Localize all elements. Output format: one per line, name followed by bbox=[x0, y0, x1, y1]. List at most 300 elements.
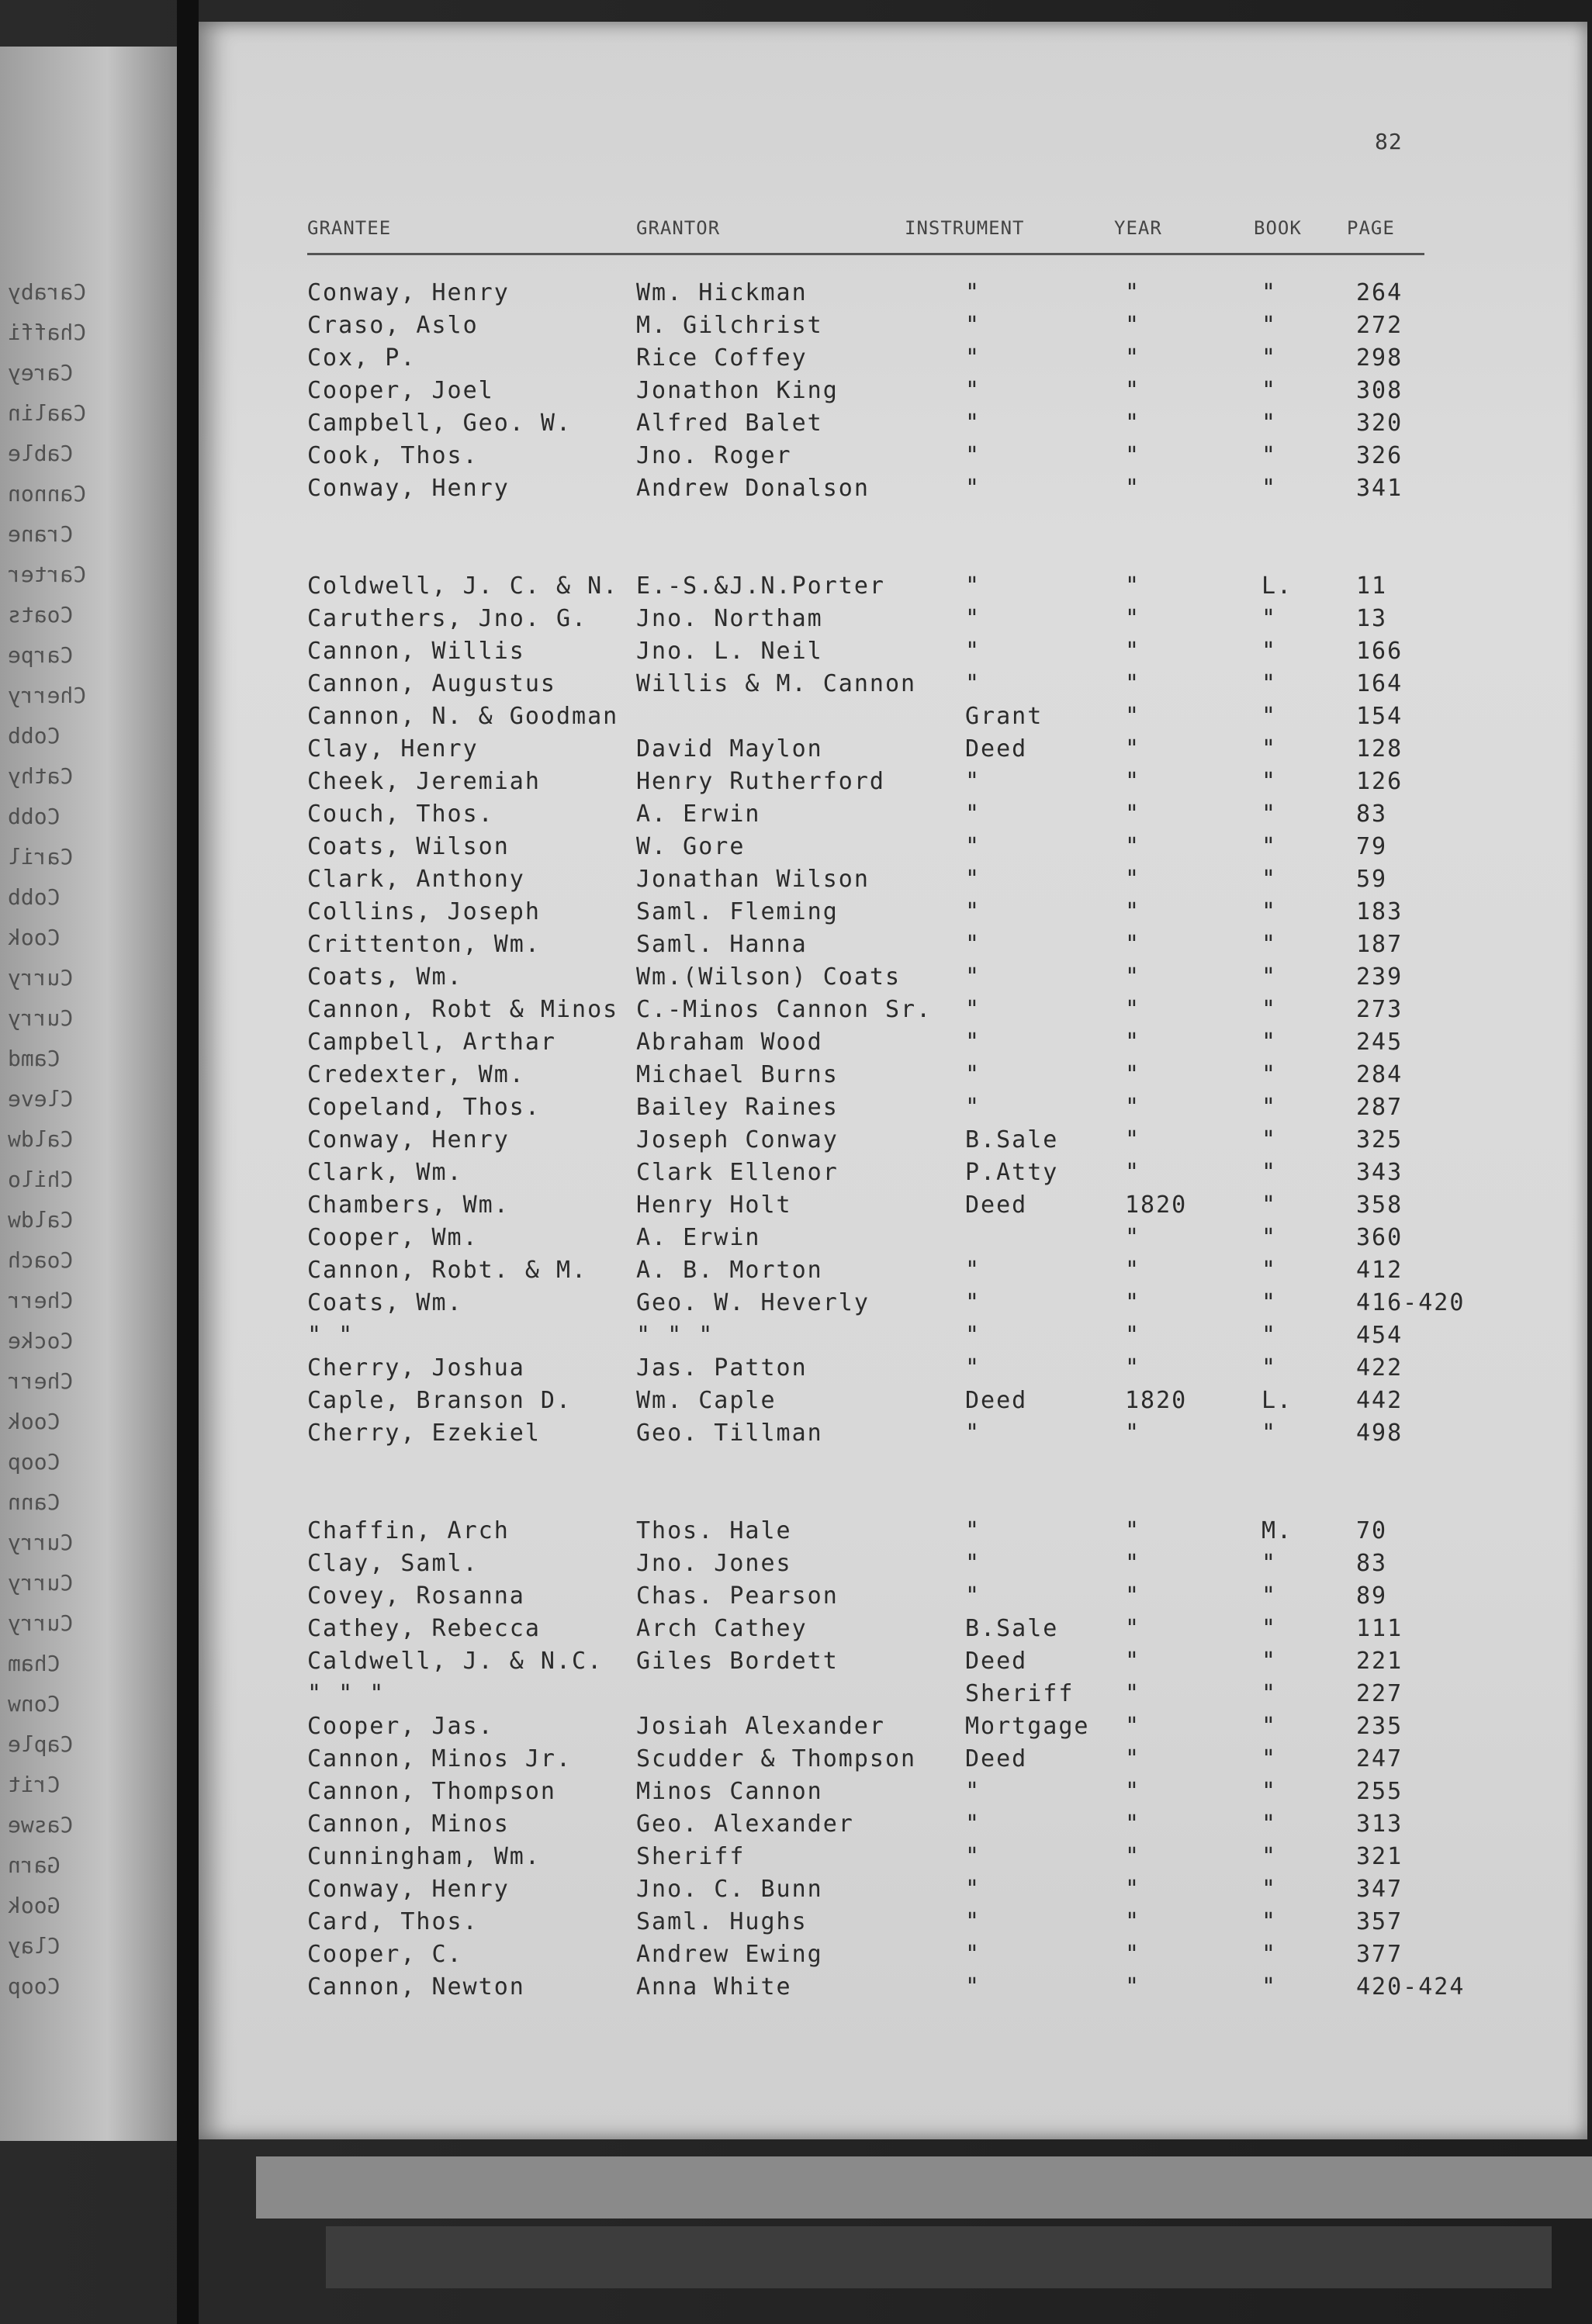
entry-page: 284 bbox=[1356, 1061, 1403, 1088]
entry-page: 321 bbox=[1356, 1843, 1403, 1870]
left-page-ghost-text: Clay bbox=[8, 1933, 61, 1959]
entry-book: " bbox=[1261, 768, 1278, 795]
entry-book: " bbox=[1261, 1908, 1278, 1935]
entry-grantor: Jonathon King bbox=[636, 377, 839, 404]
entry-grantor: Henry Holt bbox=[636, 1191, 792, 1219]
left-page-ghost-text: Curry bbox=[8, 1610, 74, 1636]
ledger-entry bbox=[307, 1615, 1471, 1648]
entry-book: " bbox=[1261, 1973, 1278, 2001]
entry-grantee: Conway, Henry bbox=[307, 1126, 510, 1153]
entry-book: " bbox=[1261, 735, 1278, 763]
entry-year: " bbox=[1125, 1582, 1141, 1610]
entry-grantor: Geo. Alexander bbox=[636, 1810, 854, 1838]
entry-grantee: Covey, Rosanna bbox=[307, 1582, 525, 1610]
header-grantor: GRANTOR bbox=[636, 217, 721, 239]
entry-instrument: " bbox=[965, 638, 981, 665]
left-page-ghost-text: Cook bbox=[8, 1409, 61, 1434]
entry-page: 422 bbox=[1356, 1354, 1403, 1382]
entry-year: " bbox=[1125, 1126, 1141, 1153]
left-page-ghost-text: Curry bbox=[8, 1530, 74, 1555]
ledger-entry bbox=[307, 605, 1471, 638]
entry-instrument: " bbox=[965, 1061, 981, 1088]
entry-book: " bbox=[1261, 1126, 1278, 1153]
left-page-ghost-text: Coop bbox=[8, 1973, 61, 1999]
entry-grantee: Couch, Thos. bbox=[307, 801, 494, 828]
entry-grantee: Coats, Wm. bbox=[307, 963, 463, 991]
ledger-entry bbox=[307, 312, 1471, 344]
entry-year: " bbox=[1125, 279, 1141, 306]
left-page-ghost-text: Crane bbox=[8, 521, 74, 547]
entry-book: " bbox=[1261, 703, 1278, 730]
entry-grantor: Chas. Pearson bbox=[636, 1582, 839, 1610]
entry-grantor: Henry Rutherford bbox=[636, 768, 885, 795]
left-page-ghost-text: Chilo bbox=[8, 1167, 74, 1192]
entry-instrument: B.Sale bbox=[965, 1615, 1059, 1642]
left-page-ghost-text: Chaffi bbox=[8, 320, 87, 345]
entry-instrument: " bbox=[965, 605, 981, 632]
entry-year: " bbox=[1125, 1615, 1141, 1642]
entry-book: " bbox=[1261, 1745, 1278, 1772]
entry-book: " bbox=[1261, 1941, 1278, 1968]
entry-grantor: A. Erwin bbox=[636, 801, 761, 828]
entry-grantor: Abraham Wood bbox=[636, 1029, 823, 1056]
entry-page: 221 bbox=[1356, 1648, 1403, 1675]
entry-year: 1820 bbox=[1125, 1387, 1188, 1414]
entry-page: 326 bbox=[1356, 442, 1403, 469]
entry-grantee: Clark, Wm. bbox=[307, 1159, 463, 1186]
entry-grantee: Collins, Joseph bbox=[307, 898, 541, 925]
entry-instrument: Mortgage bbox=[965, 1713, 1090, 1740]
entry-book: M. bbox=[1261, 1517, 1293, 1544]
entry-grantor: E.-S.&J.N.Porter bbox=[636, 572, 885, 600]
entry-grantor: Bailey Raines bbox=[636, 1094, 839, 1121]
entry-instrument: " bbox=[965, 377, 981, 404]
entry-book: L. bbox=[1261, 1387, 1293, 1414]
header-book: BOOK bbox=[1254, 217, 1302, 239]
left-page-ghost-text: Conw bbox=[8, 1691, 61, 1717]
entry-page: 320 bbox=[1356, 410, 1403, 437]
left-page-ghost-text: Curry bbox=[8, 965, 74, 991]
entry-year: " bbox=[1125, 801, 1141, 828]
left-page-ghost-text: Coats bbox=[8, 602, 74, 628]
left-page-bleed bbox=[0, 47, 178, 2141]
entry-year: " bbox=[1125, 1289, 1141, 1316]
entry-page: 245 bbox=[1356, 1029, 1403, 1056]
entry-grantor: Saml. Hanna bbox=[636, 931, 808, 958]
entry-year: " bbox=[1125, 1029, 1141, 1056]
entry-grantee: " " bbox=[307, 1322, 355, 1349]
entry-page: 442 bbox=[1356, 1387, 1403, 1414]
left-page-ghost-text: Carter bbox=[8, 562, 87, 587]
entry-book: " bbox=[1261, 1289, 1278, 1316]
ledger-entry bbox=[307, 1582, 1471, 1615]
entry-year: " bbox=[1125, 1648, 1141, 1675]
entry-grantee: Cannon, Minos Jr. bbox=[307, 1745, 573, 1772]
entry-page: 247 bbox=[1356, 1745, 1403, 1772]
left-page-ghost-text: Camd bbox=[8, 1046, 61, 1071]
entry-instrument: " bbox=[965, 1322, 981, 1349]
entry-instrument: " bbox=[965, 1843, 981, 1870]
ledger-entry bbox=[307, 833, 1471, 866]
entry-year: " bbox=[1125, 1224, 1141, 1251]
entry-grantee: Coats, Wm. bbox=[307, 1289, 463, 1316]
entry-book: " bbox=[1261, 1615, 1278, 1642]
entry-instrument: " bbox=[965, 312, 981, 339]
entry-instrument: " bbox=[965, 1257, 981, 1284]
entry-instrument: " bbox=[965, 1810, 981, 1838]
ledger-entry bbox=[307, 1680, 1471, 1713]
entry-grantor: A. Erwin bbox=[636, 1224, 761, 1251]
entry-year: " bbox=[1125, 572, 1141, 600]
entry-year: " bbox=[1125, 898, 1141, 925]
ledger-entry bbox=[307, 1289, 1471, 1322]
entry-page: 89 bbox=[1356, 1582, 1388, 1610]
entry-year: " bbox=[1125, 377, 1141, 404]
entry-grantor: Andrew Ewing bbox=[636, 1941, 823, 1968]
entry-book: " bbox=[1261, 931, 1278, 958]
left-page-ghost-text: Caalin bbox=[8, 400, 87, 426]
entry-grantee: Craso, Aslo bbox=[307, 312, 479, 339]
entry-page: 420-424 bbox=[1356, 1973, 1466, 2001]
entry-instrument: " bbox=[965, 1973, 981, 2001]
entry-instrument: Sheriff bbox=[965, 1680, 1075, 1707]
entry-year: " bbox=[1125, 670, 1141, 697]
entry-grantor: Alfred Balet bbox=[636, 410, 823, 437]
entry-grantee: Clay, Henry bbox=[307, 735, 479, 763]
entry-grantee: Cooper, Jas. bbox=[307, 1713, 494, 1740]
entry-year: " bbox=[1125, 1745, 1141, 1772]
entry-page: 360 bbox=[1356, 1224, 1403, 1251]
ledger-entry bbox=[307, 768, 1471, 801]
entry-book: " bbox=[1261, 1876, 1278, 1903]
ledger-entry bbox=[307, 801, 1471, 833]
entry-instrument: Deed bbox=[965, 1745, 1028, 1772]
entry-instrument: Deed bbox=[965, 735, 1028, 763]
left-page-ghost-text: Cann bbox=[8, 1489, 61, 1515]
left-page-ghost-text: Curry bbox=[8, 1005, 74, 1031]
entry-grantee: Copeland, Thos. bbox=[307, 1094, 541, 1121]
page-number: 82 bbox=[1375, 129, 1403, 154]
entry-page: 325 bbox=[1356, 1126, 1403, 1153]
entry-grantee: Cannon, N. & Goodman bbox=[307, 703, 619, 730]
entry-grantee: Credexter, Wm. bbox=[307, 1061, 525, 1088]
entry-year: " bbox=[1125, 703, 1141, 730]
entry-instrument: " bbox=[965, 442, 981, 469]
entry-year: " bbox=[1125, 1778, 1141, 1805]
entry-instrument: " bbox=[965, 931, 981, 958]
entry-page: 416-420 bbox=[1356, 1289, 1466, 1316]
entry-book: " bbox=[1261, 866, 1278, 893]
header-grantee: GRANTEE bbox=[307, 217, 392, 239]
entry-page: 298 bbox=[1356, 344, 1403, 372]
entry-page: 272 bbox=[1356, 312, 1403, 339]
entry-year: " bbox=[1125, 312, 1141, 339]
entry-grantor: Sheriff bbox=[636, 1843, 746, 1870]
entry-grantee: Cathey, Rebecca bbox=[307, 1615, 541, 1642]
entry-instrument: " bbox=[965, 801, 981, 828]
ledger-entry bbox=[307, 410, 1471, 442]
ledger-entry bbox=[307, 1810, 1471, 1843]
left-page-ghost-text: Coach bbox=[8, 1247, 74, 1273]
left-page-ghost-text: Cable bbox=[8, 441, 74, 466]
entry-book: " bbox=[1261, 801, 1278, 828]
entry-grantee: Campbell, Geo. W. bbox=[307, 410, 573, 437]
left-page-ghost-text: Caldw bbox=[8, 1207, 74, 1233]
ledger-entry bbox=[307, 996, 1471, 1029]
book-spine bbox=[177, 0, 199, 2324]
ledger-entry bbox=[307, 1550, 1471, 1582]
ledger-entry bbox=[307, 1648, 1471, 1680]
entry-grantee: Conway, Henry bbox=[307, 1876, 510, 1903]
entry-page: 183 bbox=[1356, 898, 1403, 925]
entry-book: " bbox=[1261, 1322, 1278, 1349]
entry-grantor: Jonathan Wilson bbox=[636, 866, 870, 893]
entry-page: 126 bbox=[1356, 768, 1403, 795]
ledger-entry bbox=[307, 1094, 1471, 1126]
entry-grantee: Cooper, C. bbox=[307, 1941, 463, 1968]
entry-grantee: Clark, Anthony bbox=[307, 866, 525, 893]
entry-grantee: Cannon, Augustus bbox=[307, 670, 556, 697]
entry-instrument: " bbox=[965, 1289, 981, 1316]
entry-instrument: Deed bbox=[965, 1387, 1028, 1414]
ledger-entry bbox=[307, 1713, 1471, 1745]
entry-grantee: Cooper, Joel bbox=[307, 377, 494, 404]
entry-page: 412 bbox=[1356, 1257, 1403, 1284]
entry-instrument: P.Atty bbox=[965, 1159, 1059, 1186]
entry-grantee: Cannon, Robt. & M. bbox=[307, 1257, 588, 1284]
ledger-entry bbox=[307, 1843, 1471, 1876]
ledger-entry bbox=[307, 1517, 1471, 1550]
entry-page: 343 bbox=[1356, 1159, 1403, 1186]
entry-year: " bbox=[1125, 344, 1141, 372]
entry-page: 187 bbox=[1356, 931, 1403, 958]
entry-grantor: M. Gilchrist bbox=[636, 312, 823, 339]
entry-grantee: Coats, Wilson bbox=[307, 833, 510, 860]
entry-grantor: Jno. Jones bbox=[636, 1550, 792, 1577]
entry-instrument: " bbox=[965, 279, 981, 306]
entry-grantee: Cunningham, Wm. bbox=[307, 1843, 541, 1870]
entry-year: " bbox=[1125, 475, 1141, 502]
entry-grantee: Conway, Henry bbox=[307, 475, 510, 502]
entry-grantor: Jno. C. Bunn bbox=[636, 1876, 823, 1903]
entry-book: " bbox=[1261, 1713, 1278, 1740]
entry-grantee: Caldwell, J. & N.C. bbox=[307, 1648, 604, 1675]
column-headers bbox=[307, 217, 1424, 248]
entry-year: " bbox=[1125, 638, 1141, 665]
ledger-entry bbox=[307, 1387, 1471, 1420]
entry-book: " bbox=[1261, 1843, 1278, 1870]
entry-grantee: Cannon, Willis bbox=[307, 638, 525, 665]
entry-year: " bbox=[1125, 1061, 1141, 1088]
entry-year: " bbox=[1125, 1354, 1141, 1382]
entry-book: " bbox=[1261, 279, 1278, 306]
entry-year: " bbox=[1125, 410, 1141, 437]
entry-instrument: " bbox=[965, 572, 981, 600]
entry-year: " bbox=[1125, 1550, 1141, 1577]
ledger-entry bbox=[307, 344, 1471, 377]
entry-page: 347 bbox=[1356, 1876, 1403, 1903]
entry-grantor: Wm. Caple bbox=[636, 1387, 777, 1414]
entry-year: " bbox=[1125, 1159, 1141, 1186]
entry-grantor: Jno. L. Neil bbox=[636, 638, 823, 665]
entry-book: L. bbox=[1261, 572, 1293, 600]
entry-book: " bbox=[1261, 1550, 1278, 1577]
left-page-ghost-text: Coop bbox=[8, 1449, 61, 1475]
header-rule bbox=[307, 253, 1424, 255]
entry-year: " bbox=[1125, 605, 1141, 632]
entry-book: " bbox=[1261, 1648, 1278, 1675]
left-page-ghost-text: Cherry bbox=[8, 683, 87, 708]
entry-grantee: Coldwell, J. C. & N. bbox=[307, 572, 619, 600]
entry-page: 308 bbox=[1356, 377, 1403, 404]
entry-grantor: C.-Minos Cannon Sr. bbox=[636, 996, 933, 1023]
ledger-entry bbox=[307, 670, 1471, 703]
entry-book: " bbox=[1261, 605, 1278, 632]
left-page-ghost-text: Caswe bbox=[8, 1812, 74, 1838]
entry-book: " bbox=[1261, 638, 1278, 665]
entry-page: 341 bbox=[1356, 475, 1403, 502]
entry-grantor: Minos Cannon bbox=[636, 1778, 823, 1805]
left-page-ghost-text: Carey bbox=[8, 360, 74, 386]
left-page-ghost-text: Garn bbox=[8, 1852, 61, 1878]
entry-grantee: " " " bbox=[307, 1680, 386, 1707]
header-instrument: INSTRUMENT bbox=[905, 217, 1025, 239]
entry-instrument: Deed bbox=[965, 1648, 1028, 1675]
header-year: YEAR bbox=[1114, 217, 1162, 239]
entry-grantor: Rice Coffey bbox=[636, 344, 808, 372]
left-page-ghost-text: Cherr bbox=[8, 1368, 74, 1394]
entry-grantee: Cannon, Thompson bbox=[307, 1778, 556, 1805]
entry-book: " bbox=[1261, 1680, 1278, 1707]
entry-year: " bbox=[1125, 1094, 1141, 1121]
ledger-entry bbox=[307, 638, 1471, 670]
entry-page: 357 bbox=[1356, 1908, 1403, 1935]
entry-year: 1820 bbox=[1125, 1191, 1188, 1219]
entry-page: 273 bbox=[1356, 996, 1403, 1023]
entry-grantor: Jas. Patton bbox=[636, 1354, 808, 1382]
entry-year: " bbox=[1125, 996, 1141, 1023]
entry-book: " bbox=[1261, 898, 1278, 925]
entry-instrument: " bbox=[965, 963, 981, 991]
left-page-ghost-text: Cook bbox=[8, 925, 61, 950]
entry-book: " bbox=[1261, 1029, 1278, 1056]
entry-page: 287 bbox=[1356, 1094, 1403, 1121]
entry-book: " bbox=[1261, 442, 1278, 469]
entry-year: " bbox=[1125, 1257, 1141, 1284]
entry-instrument: " bbox=[965, 475, 981, 502]
ledger-entry bbox=[307, 1420, 1471, 1452]
entry-grantor: Michael Burns bbox=[636, 1061, 839, 1088]
left-page-ghost-text: Caraby bbox=[8, 279, 87, 305]
entry-page: 166 bbox=[1356, 638, 1403, 665]
entry-instrument: " bbox=[965, 1941, 981, 1968]
left-page-ghost-text: Caldw bbox=[8, 1126, 74, 1152]
entry-year: " bbox=[1125, 963, 1141, 991]
entry-instrument: " bbox=[965, 410, 981, 437]
entry-grantee: Crittenton, Wm. bbox=[307, 931, 541, 958]
entry-grantor: Geo. Tillman bbox=[636, 1420, 823, 1447]
entry-year: " bbox=[1125, 768, 1141, 795]
entry-grantee: Caple, Branson D. bbox=[307, 1387, 573, 1414]
entry-instrument: " bbox=[965, 670, 981, 697]
entry-grantee: Cheek, Jeremiah bbox=[307, 768, 541, 795]
scanner-base bbox=[326, 2226, 1552, 2288]
ledger-entry bbox=[307, 1354, 1471, 1387]
ledger-entry bbox=[307, 1941, 1471, 1973]
entry-year: " bbox=[1125, 735, 1141, 763]
entry-page: 498 bbox=[1356, 1420, 1403, 1447]
left-page-ghost-text: Crit bbox=[8, 1772, 61, 1797]
entry-instrument: " bbox=[965, 344, 981, 372]
entry-page: 454 bbox=[1356, 1322, 1403, 1349]
entry-page: 239 bbox=[1356, 963, 1403, 991]
left-page-ghost-text: Caple bbox=[8, 1731, 74, 1757]
entry-grantee: Cannon, Newton bbox=[307, 1973, 525, 2001]
entry-instrument: " bbox=[965, 1517, 981, 1544]
entry-grantee: Cannon, Minos bbox=[307, 1810, 510, 1838]
ledger-entry bbox=[307, 703, 1471, 735]
entry-grantor: David Maylon bbox=[636, 735, 823, 763]
entry-grantor: Clark Ellenor bbox=[636, 1159, 839, 1186]
entry-grantee: Chaffin, Arch bbox=[307, 1517, 510, 1544]
ledger-entry bbox=[307, 1159, 1471, 1191]
entry-page: 59 bbox=[1356, 866, 1388, 893]
entry-page: 377 bbox=[1356, 1941, 1403, 1968]
ledger-entry bbox=[307, 898, 1471, 931]
ledger-entry bbox=[307, 1029, 1471, 1061]
entry-grantee: Clay, Saml. bbox=[307, 1550, 479, 1577]
entry-page: 11 bbox=[1356, 572, 1388, 600]
entry-grantee: Cherry, Joshua bbox=[307, 1354, 525, 1382]
entry-book: " bbox=[1261, 377, 1278, 404]
entry-page: 264 bbox=[1356, 279, 1403, 306]
entry-instrument: " bbox=[965, 1876, 981, 1903]
left-page-ghost-text: Cathy bbox=[8, 763, 74, 789]
ledger-entry bbox=[307, 735, 1471, 768]
left-page-ghost-text: Cannon bbox=[8, 481, 87, 507]
entry-grantor: Giles Bordett bbox=[636, 1648, 839, 1675]
entry-page: 164 bbox=[1356, 670, 1403, 697]
entry-instrument: " bbox=[965, 1908, 981, 1935]
entry-instrument: " bbox=[965, 1550, 981, 1577]
entry-book: " bbox=[1261, 1094, 1278, 1121]
entry-grantor: Andrew Donalson bbox=[636, 475, 870, 502]
entry-year: " bbox=[1125, 1420, 1141, 1447]
ledger-entry bbox=[307, 963, 1471, 996]
entry-year: " bbox=[1125, 931, 1141, 958]
entry-grantee: Chambers, Wm. bbox=[307, 1191, 510, 1219]
entry-book: " bbox=[1261, 1191, 1278, 1219]
entry-year: " bbox=[1125, 1973, 1141, 2001]
ledger-entry bbox=[307, 1257, 1471, 1289]
entry-grantor: Saml. Fleming bbox=[636, 898, 839, 925]
entry-grantor: Joseph Conway bbox=[636, 1126, 839, 1153]
entry-page: 235 bbox=[1356, 1713, 1403, 1740]
entry-grantor: Thos. Hale bbox=[636, 1517, 792, 1544]
entry-book: " bbox=[1261, 475, 1278, 502]
left-page-ghost-text: Cherr bbox=[8, 1288, 74, 1313]
entry-book: " bbox=[1261, 1159, 1278, 1186]
entry-grantee: Cherry, Ezekiel bbox=[307, 1420, 541, 1447]
ledger-entry bbox=[307, 1745, 1471, 1778]
entry-book: " bbox=[1261, 1224, 1278, 1251]
entry-book: " bbox=[1261, 1061, 1278, 1088]
entry-grantor: Geo. W. Heverly bbox=[636, 1289, 870, 1316]
entry-instrument: " bbox=[965, 1582, 981, 1610]
entry-grantee: Caruthers, Jno. G. bbox=[307, 605, 588, 632]
ledger-entry bbox=[307, 1778, 1471, 1810]
left-page-ghost-text: Cham bbox=[8, 1651, 61, 1676]
